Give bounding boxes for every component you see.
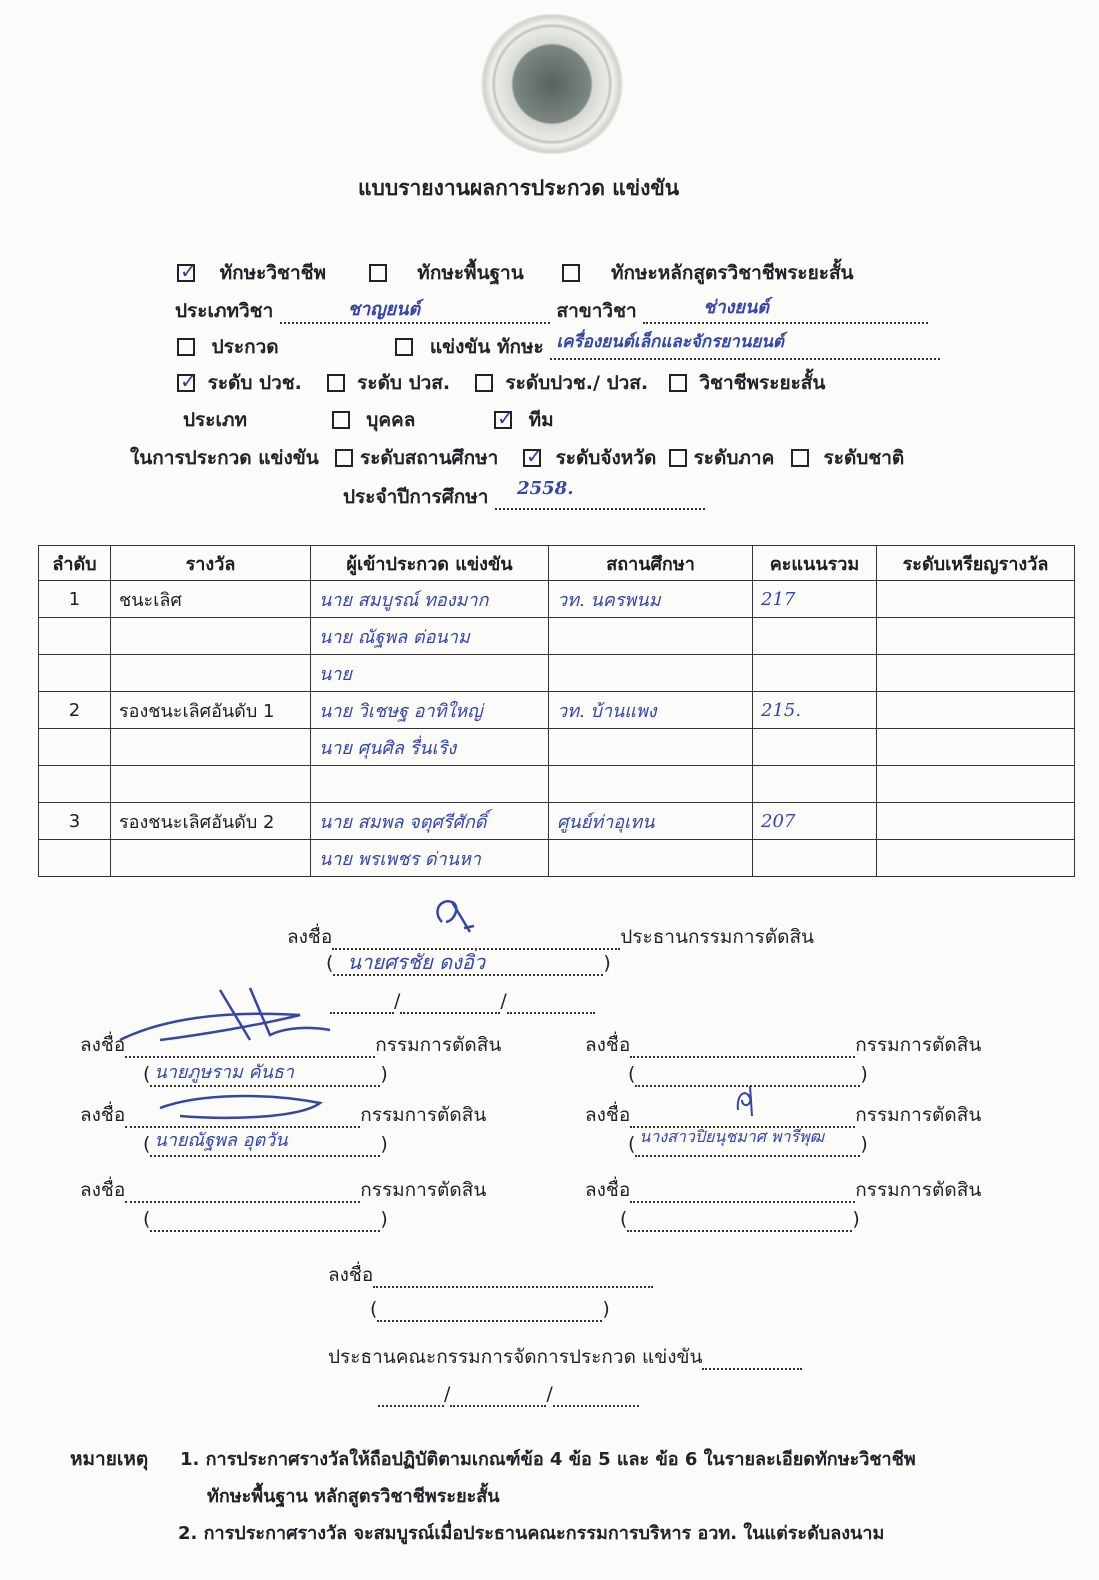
committee-date-line: / /	[378, 1383, 639, 1407]
table-row	[39, 618, 1075, 655]
cell-medal	[877, 581, 1075, 618]
cell-score	[753, 729, 877, 766]
judge-signature-line	[80, 1175, 486, 1205]
checkbox-individual[interactable]	[332, 411, 350, 429]
notes-label: หมายเหตุ	[70, 1448, 149, 1470]
judge-3-name-value: นายณัฐพล อุตวัน	[154, 1130, 288, 1151]
table-row	[39, 766, 1075, 803]
cell-medal	[877, 692, 1075, 729]
participant-type-label: ประเภท	[183, 409, 248, 431]
table-row	[39, 729, 1075, 766]
cell-score: 207	[753, 803, 877, 840]
skill-competition-field[interactable]	[550, 332, 940, 360]
checkbox-level-short[interactable]	[669, 374, 687, 392]
committee-date-month[interactable]	[450, 1383, 546, 1407]
cell-participant: นาย สมพล จตุศรีศักดิ์	[311, 803, 549, 840]
sign-label: ลงชื่อ	[80, 1034, 126, 1056]
level-pvs-label: ระดับ ปวส.	[357, 372, 451, 394]
judge-role-label: กรรมการตัดสิน	[375, 1034, 502, 1056]
sign-label: ลงชื่อ	[585, 1179, 631, 1201]
cell-rank: 2	[39, 692, 111, 729]
cell-participant: นาย	[311, 655, 549, 692]
note-item: 2. การประกาศรางวัล จะสมบูรณ์เมื่อประธานคณะกรรมการบริหาร อวท. ในแต่ระดับลงนาม	[178, 1523, 885, 1544]
judge-4-name-value: นางสาวปิยนุชมาศ พารีพุฒ	[639, 1127, 825, 1146]
judge-1-signature-mark	[100, 980, 360, 1060]
academic-year-label: ประจำปีการศึกษา	[343, 486, 489, 508]
skill-type-row	[177, 258, 854, 288]
judge-4-signature-mark	[732, 1080, 762, 1120]
judge-signature-line	[585, 1030, 981, 1060]
team-label: ทีม	[528, 409, 554, 431]
judge-4-name-line: ( นางสาวปิยนุชมาศ พารีพุฒ )	[628, 1127, 868, 1155]
col-header-participants: ผู้เข้าประกวด แข่งขัน	[311, 546, 549, 581]
judge-1-name-field[interactable]	[150, 1063, 380, 1087]
table-row	[39, 655, 1075, 692]
cell-participant	[311, 766, 549, 803]
sign-label: ลงชื่อ	[80, 1179, 126, 1201]
cell-score	[753, 840, 877, 877]
judge-6-name-field[interactable]	[627, 1208, 852, 1232]
table-header-row	[39, 546, 1075, 581]
level-row	[177, 368, 825, 398]
level-province-label: ระดับจังหวัด	[555, 447, 657, 469]
page-title: แบบรายงานผลการประกวด แข่งขัน	[358, 176, 680, 200]
participant-type-row	[183, 405, 554, 435]
subject-type-field[interactable]	[280, 300, 550, 324]
cell-award	[111, 655, 311, 692]
subject-branch-label: สาขาวิชา	[556, 300, 637, 322]
committee-role-line	[328, 1342, 802, 1372]
subject-branch-value: ช่างยนต์	[703, 297, 769, 318]
checkbox-level-both[interactable]	[475, 374, 493, 392]
results-table	[38, 545, 1075, 877]
cell-institution	[549, 655, 753, 692]
cell-participant: นาย ศุนศิล รื่นเริง	[311, 729, 549, 766]
judge-5-signature-field[interactable]	[125, 1179, 360, 1203]
level-school-label: ระดับสถานศึกษา	[359, 447, 499, 469]
committee-date-day[interactable]	[378, 1383, 444, 1407]
seal-text	[478, 14, 479, 15]
cell-institution	[549, 766, 753, 803]
checkbox-skill-competition[interactable]	[395, 338, 413, 356]
level-national-label: ระดับชาติ	[823, 447, 905, 469]
committee-name-field[interactable]	[377, 1298, 602, 1322]
individual-label: บุคคล	[366, 409, 416, 431]
judge-role-label: กรรมการตัดสิน	[855, 1104, 982, 1126]
cell-score	[753, 655, 877, 692]
cell-award	[111, 840, 311, 877]
academic-year-value: 2558.	[517, 478, 574, 499]
cell-participant: นาย วิเชษฐ อาทิใหญ่	[311, 692, 549, 729]
cell-award	[111, 766, 311, 803]
committee-role-field[interactable]	[702, 1346, 802, 1370]
committee-signature-field[interactable]	[373, 1264, 653, 1288]
cell-score	[753, 618, 877, 655]
cell-rank: 3	[39, 803, 111, 840]
cell-medal	[877, 840, 1075, 877]
cell-award	[111, 729, 311, 766]
checkbox-skill-short-course[interactable]	[562, 264, 580, 282]
cell-award	[111, 618, 311, 655]
cell-medal	[877, 729, 1075, 766]
judge-5-name-field[interactable]	[150, 1208, 380, 1232]
col-header-score: คะแนนรวม	[753, 546, 877, 581]
cell-rank	[39, 766, 111, 803]
committee-signature-line	[328, 1260, 653, 1290]
cell-award: ชนะเลิศ	[111, 581, 311, 618]
cell-rank	[39, 729, 111, 766]
cell-institution	[549, 729, 753, 766]
judge-1-name-value: นายภูษราม คันธา	[154, 1062, 294, 1083]
subject-branch-field[interactable]	[643, 297, 928, 324]
judge-role-label: กรรมการตัดสิน	[360, 1104, 487, 1126]
cell-rank	[39, 618, 111, 655]
skill-basic-label: ทักษะพื้นฐาน	[417, 262, 524, 284]
sign-label: ลงชื่อ	[328, 1264, 374, 1286]
cell-participant: นาย พรเพชร ด่านหา	[311, 840, 549, 877]
academic-year-field[interactable]	[495, 478, 705, 510]
chair-date-month[interactable]	[400, 990, 500, 1014]
chair-name-line: ( นายศรชัย ดงอิ่ว )	[326, 952, 611, 976]
judge-3-name-field[interactable]	[150, 1130, 380, 1157]
judge-6-name-line: ( )	[620, 1208, 860, 1230]
sign-label: ลงชื่อ	[585, 1104, 631, 1126]
chair-name-value: นายศรชัย ดงอิ่ว	[347, 950, 486, 974]
chair-date-year[interactable]	[507, 990, 595, 1014]
col-header-institution: สถานศึกษา	[549, 546, 753, 581]
judge-3-name-line: ( นายณัฐพล อุตวัน )	[143, 1133, 388, 1157]
checkbox-contest[interactable]	[177, 338, 195, 356]
academic-year-row	[343, 478, 705, 512]
table-row	[39, 692, 1075, 729]
checkbox-skill-basic[interactable]	[369, 264, 387, 282]
table-row	[39, 803, 1075, 840]
chair-date-line: / /	[330, 990, 595, 1014]
cell-participant: นาย สมบูรณ์ ทองมาก	[311, 581, 549, 618]
col-header-medal: ระดับเหรียญรางวัล	[877, 546, 1075, 581]
judge-role-label: กรรมการตัดสิน	[360, 1179, 487, 1201]
cell-institution: วท. บ้านแพง	[549, 692, 753, 729]
judge-5-name-line: ( )	[143, 1208, 388, 1230]
judge-signature-line	[585, 1175, 981, 1205]
skill-short-course-label: ทักษะหลักสูตรวิชาชีพระยะสั้น	[610, 262, 854, 284]
sign-label: ลงชื่อ	[80, 1104, 126, 1126]
cell-institution	[549, 618, 753, 655]
checkbox-level-school[interactable]	[335, 449, 353, 467]
cell-award: รองชนะเลิศอันดับ 2	[111, 803, 311, 840]
subject-type-label: ประเภทวิชา	[175, 300, 274, 322]
cell-rank: 1	[39, 581, 111, 618]
note-item: 1. การประกาศรางวัลให้ถือปฏิบัติตามเกณฑ์ข้อ 4 ข้อ 5 และ ข้อ 6 ในรายละเอียดทักษะวิชาชีพ	[180, 1449, 916, 1470]
cell-medal	[877, 766, 1075, 803]
cell-award: รองชนะเลิศอันดับ 1	[111, 692, 311, 729]
competition-level-row	[130, 443, 904, 473]
cell-score: 215.	[753, 692, 877, 729]
note-item: ทักษะพื้นฐาน หลักสูตรวิชาชีพระยะสั้น	[207, 1486, 500, 1507]
committee-date-year[interactable]	[553, 1383, 639, 1407]
table-row	[39, 581, 1075, 618]
contest-label: ประกวด	[211, 336, 279, 358]
checkbox-level-province[interactable]: ✓	[523, 449, 541, 467]
sign-label: ลงชื่อ	[585, 1034, 631, 1056]
subject-type-value: ชาญยนต์	[347, 299, 421, 320]
judge-4-name-field[interactable]	[635, 1127, 860, 1157]
competition-level-label: ในการประกวด แข่งขัน	[130, 447, 319, 469]
checkbox-team[interactable]: ✓	[494, 411, 512, 429]
cell-medal	[877, 618, 1075, 655]
judge-role-label: กรรมการตัดสิน	[855, 1034, 982, 1056]
checkbox-level-national[interactable]	[791, 449, 809, 467]
cell-medal	[877, 803, 1075, 840]
cell-score	[753, 766, 877, 803]
checkbox-level-pvs[interactable]	[327, 374, 345, 392]
chair-name-field[interactable]	[333, 952, 603, 976]
cell-score: 217	[753, 581, 877, 618]
level-pvc-label: ระดับ ปวช.	[207, 372, 302, 394]
cell-participant: นาย ณัฐพล ต่อนาม	[311, 618, 549, 655]
judge-3-signature-mark	[150, 1088, 350, 1128]
cell-institution	[549, 840, 753, 877]
table-row	[39, 840, 1075, 877]
skill-competition-value: เครื่องยนต์เล็กและจักรยานยนต์	[556, 332, 784, 352]
cell-institution: ศูนย์ท่าอุเทน	[549, 803, 753, 840]
cell-medal	[877, 655, 1075, 692]
contest-kind-row	[177, 332, 940, 362]
cell-institution: วท. นครพนม	[549, 581, 753, 618]
association-seal	[478, 14, 626, 154]
judge-6-signature-field[interactable]	[630, 1179, 855, 1203]
checkbox-level-pvc[interactable]: ✓	[177, 374, 195, 392]
judge-role-label: กรรมการตัดสิน	[855, 1179, 982, 1201]
subject-row	[175, 296, 928, 326]
col-header-award: รางวัล	[111, 546, 311, 581]
committee-name-line: ( )	[370, 1298, 610, 1320]
level-both-label: ระดับปวช./ ปวส.	[505, 372, 649, 394]
judge-2-name-line: ( )	[628, 1063, 868, 1085]
skill-competition-label: แข่งขัน ทักษะ	[429, 336, 544, 358]
sign-label: ลงชื่อ	[287, 926, 333, 948]
checkbox-skill-professional[interactable]: ✓	[177, 264, 195, 282]
level-region-label: ระดับภาค	[693, 447, 775, 469]
cell-rank	[39, 840, 111, 877]
col-header-rank: ลำดับ	[39, 546, 111, 581]
level-short-label: วิชาชีพระยะสั้น	[699, 372, 826, 394]
chair-role-label: ประธานกรรมการตัดสิน	[620, 926, 815, 948]
cell-rank	[39, 655, 111, 692]
chair-signature-mark	[430, 892, 490, 942]
checkbox-level-region[interactable]	[669, 449, 687, 467]
skill-professional-label: ทักษะวิชาชีพ	[219, 262, 327, 284]
judge-2-signature-field[interactable]	[630, 1034, 855, 1058]
committee-role-label: ประธานคณะกรรมการจัดการประกวด แข่งขัน	[328, 1346, 703, 1368]
judge-1-name-line: ( นายภูษราม คันธา )	[143, 1063, 388, 1087]
